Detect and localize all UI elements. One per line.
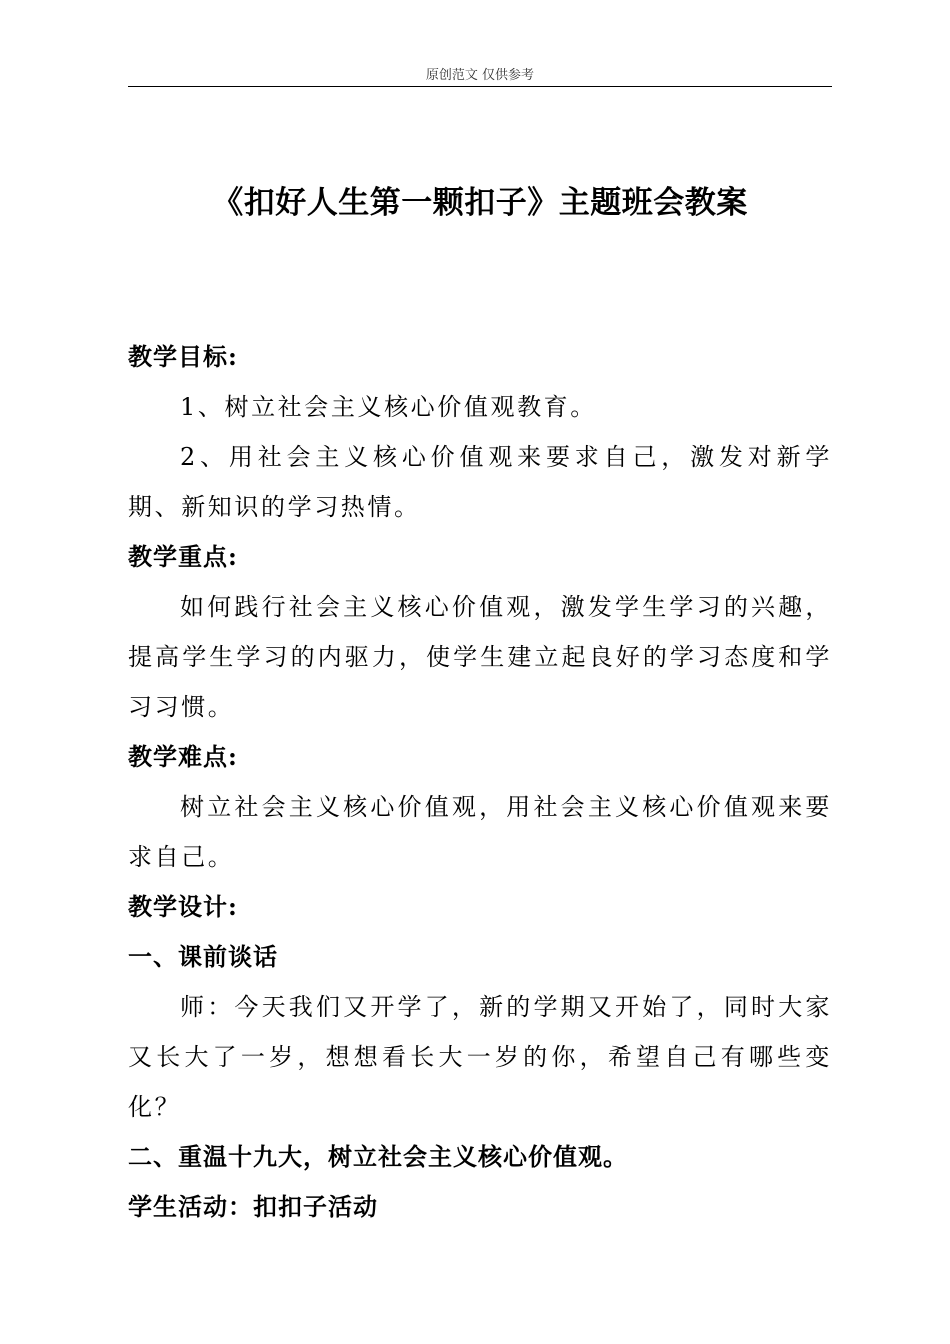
difficulties-paragraph: 树立社会主义核心价值观，用社会主义核心价值观来要求自己。 <box>128 793 832 871</box>
part-1-heading: 一、课前谈话 <box>128 942 278 971</box>
objectives-heading: 教学目标: <box>128 342 238 371</box>
document-title: 《扣好人生第一颗扣子》主题班会教案 <box>212 185 748 221</box>
objective-item-1: 1、树立社会主义核心价值观教育。 <box>180 393 597 421</box>
difficulties-heading: 教学难点: <box>128 742 238 771</box>
objective-item-2: 2、用社会主义核心价值观来要求自己，激发对新学期、新知识的学习热情。 <box>128 443 832 521</box>
page-header: 原创范文 仅供参考 <box>425 68 535 83</box>
document-body <box>128 332 832 1232</box>
key-points-heading: 教学重点: <box>128 542 238 571</box>
activity-heading: 学生活动：扣扣子活动 <box>128 1192 378 1221</box>
part-2-heading: 二、重温十九大，树立社会主义核心价值观。 <box>128 1142 628 1171</box>
design-heading: 教学设计: <box>128 892 238 921</box>
header-divider <box>128 86 832 87</box>
key-points-paragraph: 如何践行社会主义核心价值观，激发学生学习的兴趣，提高学生学习的内驱力，使学生建立起良好的学习态度和学习习惯。 <box>128 593 832 721</box>
part-1-paragraph: 师：今天我们又开学了，新的学期又开始了，同时大家又长大了一岁，想想看长大一岁的你，希望自己有哪些变化？ <box>128 993 832 1121</box>
